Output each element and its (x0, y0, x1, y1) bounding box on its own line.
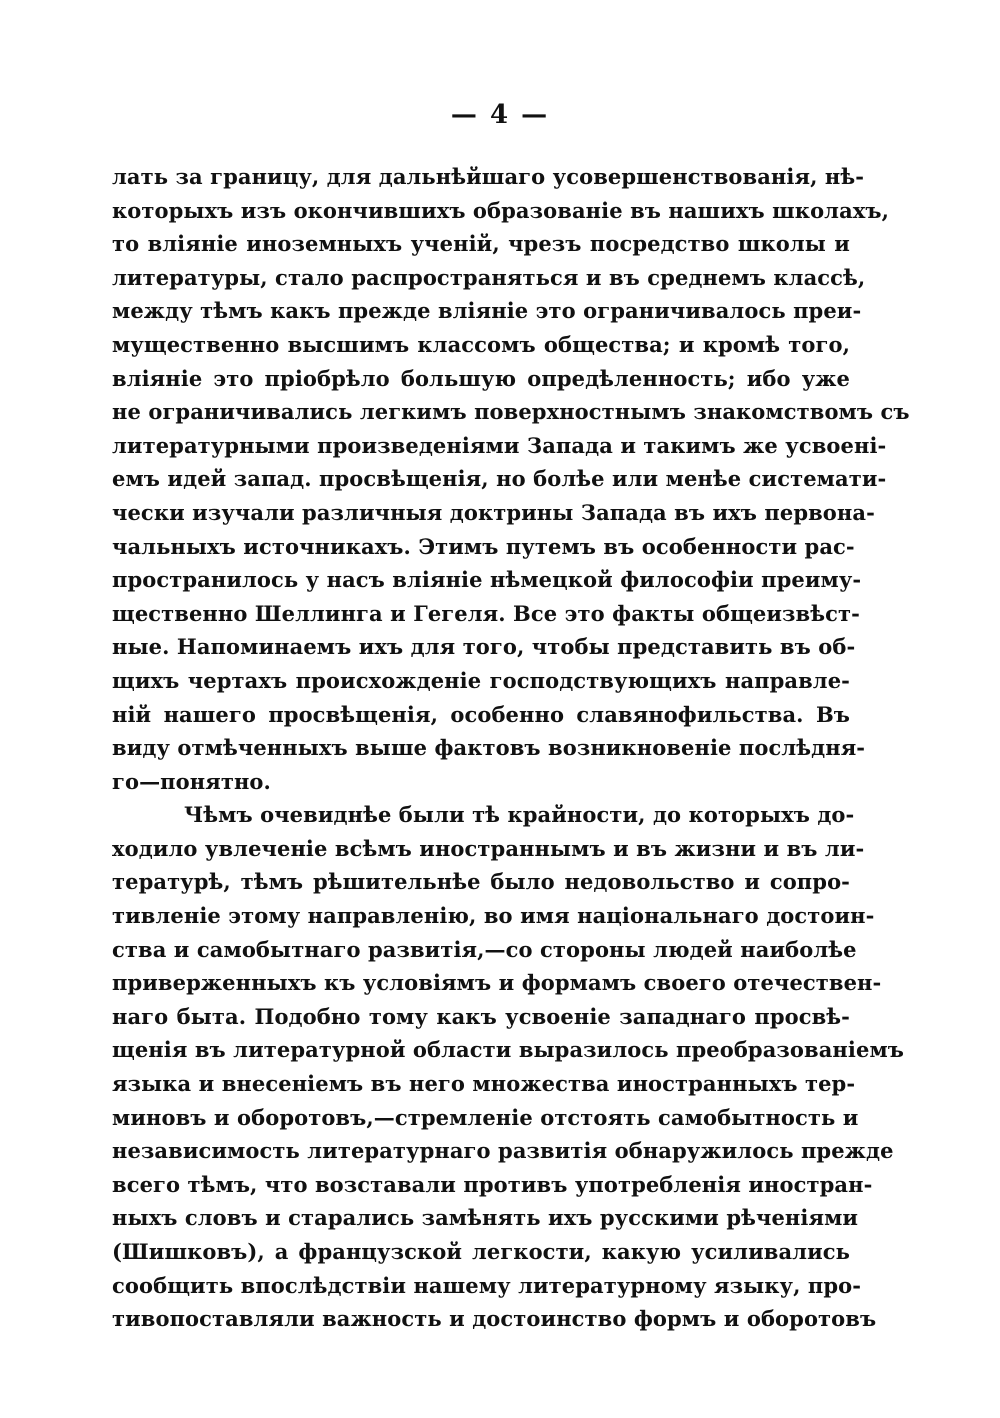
text-line: го—понятно. (112, 768, 271, 794)
text-line: мущественно высшимъ классомъ общества; и кромѣ того, (112, 331, 850, 357)
text-line: литературы, стало распространяться и въ среднемъ классѣ, (112, 264, 866, 290)
text-line: ній нашего просвѣщенія, особенно славянофильства. Въ (112, 701, 850, 727)
text-line: не ограничивались легкимъ поверхностнымъ знакомствомъ съ (112, 399, 910, 425)
text-line: чески изучали различныя доктрины Запада въ ихъ первона- (112, 499, 875, 525)
text-line: щественно Шеллинга и Гегеля. Все это факты общеизвѣст- (112, 600, 860, 626)
text-line: чальныхъ источникахъ. Этимъ путемъ въ особенности рас- (112, 533, 855, 559)
text-line: независимость литературнаго развитія обнаружилось прежде (112, 1138, 894, 1164)
text-line: тивопоставляли важность и достоинство формъ и оборотовъ (112, 1306, 877, 1332)
text-line: виду отмѣченныхъ выше фактовъ возникновеніе послѣдня- (112, 735, 866, 761)
text-line: пространилось у насъ вліяніе нѣмецкой философіи преиму- (112, 567, 862, 593)
text-line: ныхъ словъ и старались замѣнять ихъ русскими рѣченіями (112, 1205, 859, 1231)
text-line: литературными произведеніями Запада и такимъ же усвоені- (112, 432, 887, 458)
text-line: между тѣмъ какъ прежде вліяніе это ограничивалось преи- (112, 298, 862, 324)
text-line: тературѣ, тѣмъ рѣшительнѣе было недовольство и сопро- (112, 869, 850, 895)
text-line: щихъ чертахъ происхожденіе господствующихъ направле- (112, 667, 850, 693)
text-line: емъ идей запад. просвѣщенія, но болѣе или менѣе системати- (112, 466, 887, 492)
text-line: которыхъ изъ окончившихъ образованіе въ нашихъ школахъ, (112, 197, 890, 223)
text-line: лать за границу, для дальнѣйшаго усовершенствованія, нѣ- (112, 164, 865, 189)
text-line: (Шишковъ), а французской легкости, какую усиливались (112, 1239, 850, 1264)
text-line: миновъ и оборотовъ,—стремленіе отстоять самобытность и (112, 1104, 859, 1130)
text-line: сообщить впослѣдствіи нашему литературному языку, про- (112, 1272, 862, 1298)
text-line: щенія въ литературной области выразилось преобразованіемъ (112, 1037, 904, 1063)
text-line: то вліяніе иноземныхъ ученій, чрезъ посредство школы и (112, 231, 850, 257)
text-line: языка и внесеніемъ въ него множества иностранныхъ тер- (112, 1071, 856, 1097)
text-line: наго быта. Подобно тому какъ усвоеніе западнаго просвѣ- (112, 1003, 850, 1029)
text-line: ходило увлеченіе всѣмъ иностраннымъ и въ жизни и въ ли- (112, 835, 865, 861)
page-number: — 4 — (450, 100, 550, 130)
text-line: всего тѣмъ, что возставали противъ употребленія иностран- (112, 1171, 873, 1197)
text-line: тивленіе этому направленію, во имя національнаго достоин- (112, 903, 875, 929)
body-text (112, 160, 910, 1336)
text-line: ные. Напоминаемъ ихъ для того, чтобы представить въ об- (112, 634, 856, 660)
text-line: приверженныхъ къ условіямъ и формамъ своего отечествен- (112, 970, 882, 996)
text-line: вліяніе это пріобрѣло большую опредѣленность; ибо уже (112, 365, 850, 391)
text-line: ства и самобытнаго развитія,—со стороны людей наиболѣе (112, 936, 857, 962)
paragraph-start-line: Чѣмъ очевиднѣе были тѣ крайности, до которыхъ до- (184, 802, 855, 828)
